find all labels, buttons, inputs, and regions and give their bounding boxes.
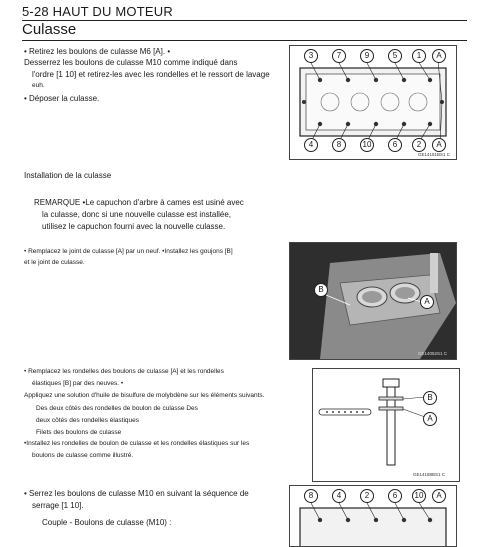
cylinder-head-tightening-figure bbox=[289, 485, 457, 547]
bolt-number-label: 8 bbox=[304, 489, 318, 503]
removal-line-4: euh. bbox=[32, 82, 45, 89]
remarque-line-3: utilisez le capuchon fourni avec la nouvelle culasse. bbox=[42, 222, 226, 231]
torque-label: Couple - Boulons de culasse (M10) : bbox=[42, 518, 172, 527]
bolt-number-label: 4 bbox=[304, 138, 318, 152]
title-rule bbox=[22, 40, 467, 41]
callout-a-label: A bbox=[432, 138, 446, 152]
bolt-number-label: 2 bbox=[360, 489, 374, 503]
tighten-line-2: serrage [1 10]. bbox=[32, 501, 84, 510]
bolt-number-label: 9 bbox=[360, 49, 374, 63]
callout-a-label: A bbox=[432, 489, 446, 503]
washer-line-8: boulons de culasse comme illustré. bbox=[32, 452, 134, 459]
bolt-number-label: 8 bbox=[332, 138, 346, 152]
bolt-number-label: 7 bbox=[332, 49, 346, 63]
callout-a-label: A bbox=[420, 295, 434, 309]
cylinder-head-loosening-figure bbox=[289, 45, 457, 160]
gasket-line-1: • Remplacez le joint de culasse [A] par un neuf. •Installez les goujons [B] bbox=[24, 248, 233, 255]
section-title: Culasse bbox=[22, 21, 77, 38]
bolt-number-label: 4 bbox=[332, 489, 346, 503]
callout-a-label: A bbox=[423, 412, 437, 426]
washer-line-6: Filets des boulons de culasse bbox=[36, 429, 122, 436]
gasket-line-2: et le joint de culasse. bbox=[24, 259, 85, 266]
remarque-line-2: la culasse, donc si une nouvelle culasse est installée, bbox=[42, 210, 231, 219]
washer-line-1: • Remplacez les rondelles des boulons de culasse [A] et les rondelles bbox=[24, 368, 224, 375]
bolt-number-label: 3 bbox=[304, 49, 318, 63]
callout-b-label: B bbox=[423, 391, 437, 405]
washer-line-5: deux côtés des rondelles élastiques bbox=[36, 417, 139, 424]
callout-b-label: B bbox=[314, 283, 328, 297]
figure-code: GE14052S1 C bbox=[418, 351, 448, 356]
installation-title: Installation de la culasse bbox=[24, 171, 112, 180]
bolt-number-label: 6 bbox=[388, 138, 402, 152]
bolt-drawing bbox=[313, 369, 459, 481]
bolt-number-label: 5 bbox=[388, 49, 402, 63]
remarque-line-1: REMARQUE •Le capuchon d'arbre à cames est usiné avec bbox=[34, 198, 244, 207]
tighten-line-1: • Serrez les boulons de culasse M10 en suivant la séquence de bbox=[24, 489, 249, 498]
page-header: 5-28 HAUT DU MOTEUR bbox=[22, 4, 173, 19]
removal-line-3: l'ordre [1 10] et retirez-les avec les rondelles et le ressort de lavage bbox=[32, 70, 270, 79]
figure-code: GE14188BS1 C bbox=[413, 472, 446, 477]
figure-code: GE14151BS1 C bbox=[418, 152, 451, 157]
header-rule bbox=[22, 20, 467, 21]
removal-line-1: • Retirez les boulons de culasse M6 [A]. • bbox=[24, 47, 171, 56]
washer-line-7: •Installez les rondelles de boulon de culasse et les rondelles élastiques sur les bbox=[24, 440, 250, 447]
washer-line-3: Appliquez une solution d'huile de bisulfure de molybdène sur les éléments suivants. bbox=[24, 392, 265, 399]
bolt-number-label: 6 bbox=[388, 489, 402, 503]
callout-a-label: A bbox=[432, 49, 446, 63]
engine-block-photo bbox=[289, 242, 457, 360]
bolt-number-label: 2 bbox=[412, 138, 426, 152]
washer-line-2: élastiques [B] par des neuves. • bbox=[32, 380, 124, 387]
bolt-washer-figure bbox=[312, 368, 460, 482]
bolt-number-label: 10 bbox=[360, 138, 374, 152]
bolt-number-label: 10 bbox=[412, 489, 426, 503]
washer-line-4: Des deux côtés des rondelles de boulon de culasse Des bbox=[36, 405, 198, 412]
bolt-number-label: 1 bbox=[412, 49, 426, 63]
removal-line-5: • Déposer la culasse. bbox=[24, 94, 100, 103]
removal-line-2: Desserrez les boulons de culasse M10 comme indiqué dans bbox=[24, 58, 238, 67]
